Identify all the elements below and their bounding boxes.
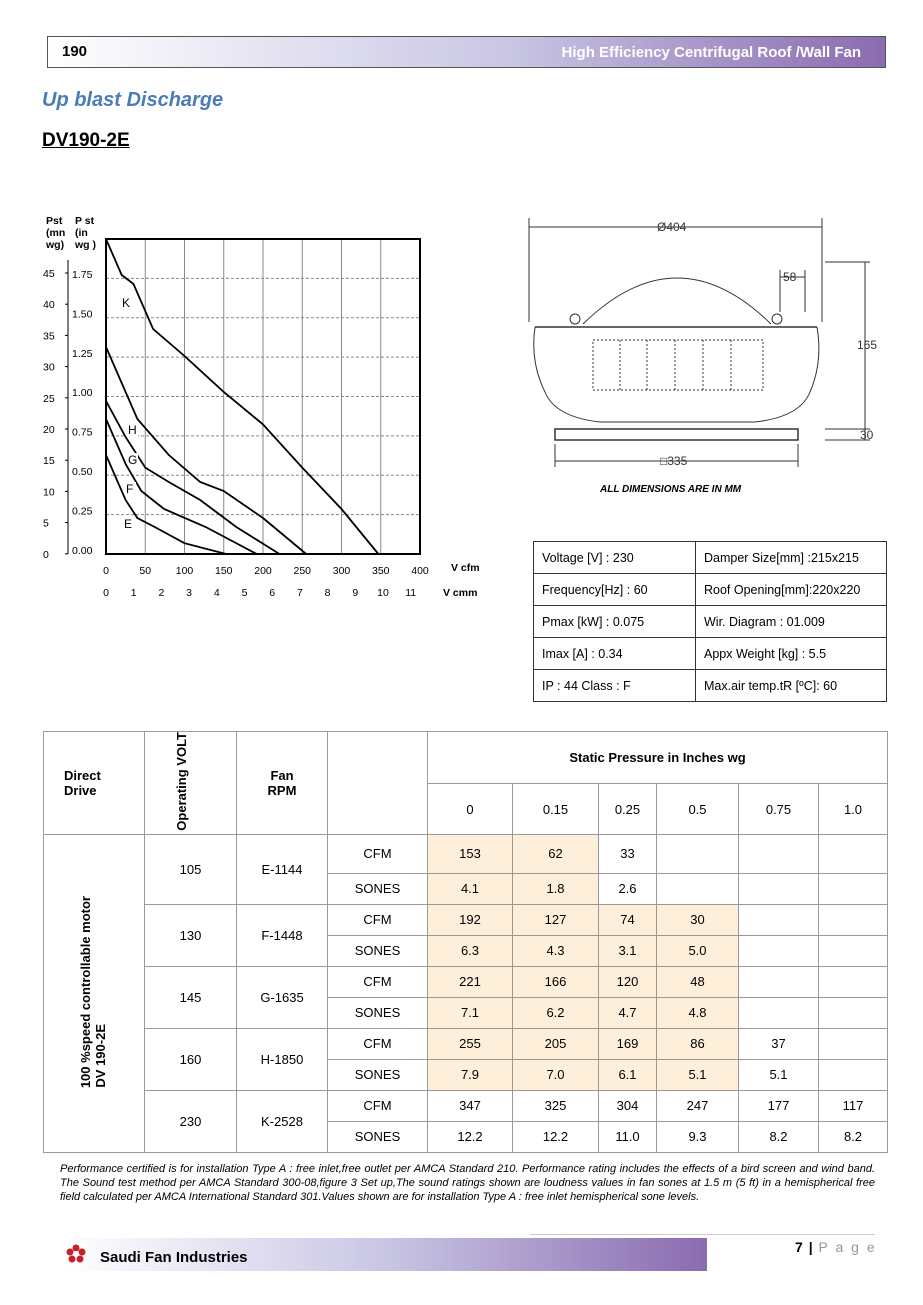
cfm-value: 192 bbox=[428, 904, 513, 935]
sones-value bbox=[739, 873, 819, 904]
cfm-tick-label: 350 bbox=[371, 565, 390, 577]
cfm-tick-label: 400 bbox=[411, 565, 429, 577]
cmm-tick-label: 11 bbox=[405, 587, 417, 599]
cfm-value: 205 bbox=[513, 1028, 599, 1059]
volt-header: Operating VOLT bbox=[145, 732, 237, 835]
sones-value bbox=[819, 935, 888, 966]
sones-value bbox=[657, 873, 739, 904]
sones-value: 5.0 bbox=[657, 935, 739, 966]
model-side-label bbox=[44, 834, 145, 1152]
spec-cell: Damper Size[mm] :215x215 bbox=[696, 542, 887, 574]
cfm-tick-label: 200 bbox=[254, 565, 272, 577]
cfm-value bbox=[819, 834, 888, 873]
spec-row bbox=[534, 542, 887, 574]
spec-cell: Max.air temp.tR [ºC]: 60 bbox=[696, 670, 887, 702]
unit-header bbox=[328, 732, 428, 835]
rpm-cell: H-1850 bbox=[237, 1028, 328, 1090]
cmm-tick-label: 7 bbox=[296, 587, 303, 599]
spec-cell: Wir. Diagram : 01.009 bbox=[696, 606, 887, 638]
mm-tick-label: 45 bbox=[43, 268, 55, 280]
spec-table bbox=[533, 541, 887, 702]
sones-value bbox=[739, 997, 819, 1028]
company-name: Saudi Fan Industries bbox=[100, 1249, 248, 1266]
model-side-label-2: 100 %speed controllable motor bbox=[78, 895, 93, 1088]
cmm-tick-label: 3 bbox=[186, 587, 193, 599]
cmm-tick-label: 0 bbox=[103, 587, 109, 599]
cmm-axis-label: V cmm bbox=[443, 587, 478, 599]
cfm-tick-label: 0 bbox=[103, 565, 109, 577]
sones-label: SONES bbox=[328, 997, 428, 1028]
section-subtitle: Up blast Discharge bbox=[42, 89, 224, 111]
curve-label-h: H bbox=[128, 423, 137, 437]
mm-tick-label: 25 bbox=[43, 392, 55, 405]
sones-label: SONES bbox=[328, 1121, 428, 1152]
cfm-value: 117 bbox=[819, 1090, 888, 1121]
dimensions-note: ALL DIMENSIONS ARE IN MM bbox=[600, 484, 742, 495]
sones-value: 6.3 bbox=[428, 935, 513, 966]
cfm-label: CFM bbox=[328, 1090, 428, 1121]
volt-cell: 160 bbox=[145, 1028, 237, 1090]
fan-dimension-drawing bbox=[525, 212, 885, 472]
mm-axis-label: Pst bbox=[46, 215, 63, 227]
performance-table bbox=[43, 731, 888, 1153]
model-side-label-1: DV 190-2E bbox=[93, 1024, 108, 1088]
cfm-value bbox=[657, 834, 739, 873]
sones-value: 12.2 bbox=[428, 1121, 513, 1152]
cmm-tick-label: 2 bbox=[158, 587, 165, 599]
in-axis-label: (in bbox=[75, 227, 88, 239]
sones-value: 12.2 bbox=[513, 1121, 599, 1152]
mm-tick-label: 35 bbox=[43, 330, 55, 343]
cfm-value bbox=[819, 904, 888, 935]
static-pressure-header: Static Pressure in Inches wg bbox=[428, 732, 888, 784]
curve-label-e: E bbox=[124, 517, 133, 531]
table-row bbox=[44, 966, 888, 997]
rpm-cell: G-1635 bbox=[237, 966, 328, 1028]
catalog-number: 190 bbox=[62, 43, 88, 60]
rpm-cell: K-2528 bbox=[237, 1090, 328, 1152]
in-tick-label: 0.50 bbox=[72, 466, 93, 478]
cfm-value: 221 bbox=[428, 966, 513, 997]
sones-value bbox=[739, 935, 819, 966]
sones-value bbox=[819, 873, 888, 904]
sones-value: 8.2 bbox=[739, 1121, 819, 1152]
mm-tick-label: 15 bbox=[43, 455, 55, 468]
spec-row bbox=[534, 574, 887, 606]
sones-value: 7.9 bbox=[428, 1059, 513, 1090]
in-axis-label: wg ) bbox=[75, 239, 96, 251]
company-logo-icon bbox=[66, 1244, 86, 1264]
curve-h bbox=[106, 347, 306, 554]
spec-row bbox=[534, 638, 887, 670]
table-row bbox=[44, 1028, 888, 1059]
cmm-tick-label: 4 bbox=[213, 587, 220, 599]
cfm-value: 48 bbox=[657, 966, 739, 997]
sones-value: 4.7 bbox=[599, 997, 657, 1028]
mm-axis-label: (mn bbox=[46, 227, 66, 239]
direct-drive-header: Direct Drive bbox=[44, 732, 145, 835]
cfm-label: CFM bbox=[328, 966, 428, 997]
page-header bbox=[47, 36, 886, 68]
sones-value: 5.1 bbox=[739, 1059, 819, 1090]
sones-value: 4.1 bbox=[428, 873, 513, 904]
cfm-value: 166 bbox=[513, 966, 599, 997]
cfm-axis-label: V cfm bbox=[451, 562, 480, 574]
volt-cell: 145 bbox=[145, 966, 237, 1028]
spec-row bbox=[534, 606, 887, 638]
header-title: High Efficiency Centrifugal Roof /Wall Fan bbox=[561, 44, 861, 61]
performance-chart bbox=[40, 210, 500, 605]
mm-tick-label: 30 bbox=[43, 361, 55, 374]
sones-label: SONES bbox=[328, 1059, 428, 1090]
sones-value: 3.1 bbox=[599, 935, 657, 966]
in-tick-label: 1.25 bbox=[72, 347, 93, 360]
cfm-value: 86 bbox=[657, 1028, 739, 1059]
spec-cell: IP : 44 Class : F bbox=[534, 670, 696, 702]
mm-tick-label: 40 bbox=[43, 299, 55, 312]
cfm-value: 37 bbox=[739, 1028, 819, 1059]
table-row bbox=[44, 904, 888, 935]
cfm-value: 30 bbox=[657, 904, 739, 935]
spec-cell: Voltage [V] : 230 bbox=[534, 542, 696, 574]
volt-cell: 130 bbox=[145, 904, 237, 966]
cfm-value bbox=[739, 966, 819, 997]
sones-value: 6.2 bbox=[513, 997, 599, 1028]
cfm-value bbox=[819, 1028, 888, 1059]
cfm-value bbox=[739, 904, 819, 935]
cfm-label: CFM bbox=[328, 1028, 428, 1059]
spec-cell: Imax [A] : 0.34 bbox=[534, 638, 696, 670]
cfm-value: 62 bbox=[513, 834, 599, 873]
page-number-rule bbox=[530, 1234, 875, 1235]
in-axis-label: P st bbox=[75, 215, 95, 227]
cfm-value: 153 bbox=[428, 834, 513, 873]
cfm-value: 255 bbox=[428, 1028, 513, 1059]
in-tick-label: 1.50 bbox=[72, 308, 93, 321]
rpm-cell: E-1144 bbox=[237, 834, 328, 904]
cmm-tick-label: 5 bbox=[241, 587, 248, 599]
dim-335: □335 bbox=[660, 454, 688, 468]
sp-column-header: 0.15 bbox=[513, 784, 599, 834]
in-tick-label: 1.00 bbox=[72, 387, 93, 400]
cfm-tick-label: 150 bbox=[214, 565, 233, 577]
sones-value: 5.1 bbox=[657, 1059, 739, 1090]
page-number: 7 | P a g e bbox=[795, 1239, 877, 1255]
dim-165: 165 bbox=[857, 338, 878, 352]
sones-label: SONES bbox=[328, 935, 428, 966]
cfm-value: 304 bbox=[599, 1090, 657, 1121]
rpm-cell: F-1448 bbox=[237, 904, 328, 966]
cfm-value: 127 bbox=[513, 904, 599, 935]
in-tick-label: 0.25 bbox=[72, 505, 93, 518]
spec-row bbox=[534, 670, 887, 702]
spec-cell: Pmax [kW] : 0.075 bbox=[534, 606, 696, 638]
cfm-value: 169 bbox=[599, 1028, 657, 1059]
cfm-tick-label: 300 bbox=[332, 565, 351, 577]
sones-value: 11.0 bbox=[599, 1121, 657, 1152]
sones-value: 2.6 bbox=[599, 873, 657, 904]
cfm-value: 33 bbox=[599, 834, 657, 873]
cfm-tick-label: 50 bbox=[139, 565, 152, 577]
sones-value: 9.3 bbox=[657, 1121, 739, 1152]
model-title: DV190-2E bbox=[42, 130, 130, 151]
mm-tick-label: 0 bbox=[43, 548, 49, 561]
sp-column-header: 1.0 bbox=[819, 784, 888, 834]
curve-e bbox=[106, 455, 226, 554]
mm-tick-label: 10 bbox=[43, 486, 55, 499]
cmm-tick-label: 8 bbox=[324, 587, 331, 599]
spec-cell: Frequency[Hz] : 60 bbox=[534, 574, 696, 606]
in-tick-label: 1.75 bbox=[72, 269, 93, 281]
in-tick-label: 0.00 bbox=[72, 544, 93, 557]
curve-label-f: F bbox=[126, 482, 134, 496]
mm-tick-label: 5 bbox=[43, 517, 49, 530]
cfm-label: CFM bbox=[328, 834, 428, 873]
volt-cell: 105 bbox=[145, 834, 237, 904]
dim-30: 30 bbox=[860, 428, 874, 442]
sp-column-header: 0 bbox=[428, 784, 513, 834]
cmm-tick-label: 9 bbox=[352, 587, 359, 599]
cfm-value: 177 bbox=[739, 1090, 819, 1121]
curve-label-k: K bbox=[122, 296, 131, 310]
cfm-value: 74 bbox=[599, 904, 657, 935]
volt-cell: 230 bbox=[145, 1090, 237, 1152]
sones-value bbox=[819, 1059, 888, 1090]
cfm-value: 120 bbox=[599, 966, 657, 997]
sones-value: 7.1 bbox=[428, 997, 513, 1028]
sp-column-header: 0.25 bbox=[599, 784, 657, 834]
cfm-value: 325 bbox=[513, 1090, 599, 1121]
sones-label: SONES bbox=[328, 873, 428, 904]
sones-value: 6.1 bbox=[599, 1059, 657, 1090]
cmm-tick-label: 1 bbox=[130, 587, 137, 599]
cfm-label: CFM bbox=[328, 904, 428, 935]
sones-value: 8.2 bbox=[819, 1121, 888, 1152]
sones-value bbox=[819, 997, 888, 1028]
rpm-header: Fan RPM bbox=[237, 732, 328, 835]
sones-value: 4.3 bbox=[513, 935, 599, 966]
in-tick-label: 0.75 bbox=[72, 426, 93, 439]
sones-value: 1.8 bbox=[513, 873, 599, 904]
cfm-value bbox=[819, 966, 888, 997]
spec-cell: Roof Opening[mm]:220x220 bbox=[696, 574, 887, 606]
sp-column-header: 0.75 bbox=[739, 784, 819, 834]
sones-value: 7.0 bbox=[513, 1059, 599, 1090]
cmm-tick-label: 10 bbox=[377, 587, 389, 599]
dim-58: 58 bbox=[783, 270, 797, 284]
sones-value: 4.8 bbox=[657, 997, 739, 1028]
dim-404: Ø404 bbox=[657, 220, 687, 234]
cfm-value bbox=[739, 834, 819, 873]
table-row bbox=[44, 1090, 888, 1121]
spec-cell: Appx Weight [kg] : 5.5 bbox=[696, 638, 887, 670]
cfm-value: 347 bbox=[428, 1090, 513, 1121]
cfm-value: 247 bbox=[657, 1090, 739, 1121]
cmm-tick-label: 6 bbox=[269, 587, 276, 599]
curve-label-g: G bbox=[128, 453, 138, 467]
mm-tick-label: 20 bbox=[43, 424, 55, 436]
mm-axis-label: wg) bbox=[46, 239, 65, 251]
table-row bbox=[44, 834, 888, 873]
cfm-tick-label: 100 bbox=[175, 565, 194, 577]
cfm-tick-label: 250 bbox=[293, 565, 312, 577]
footnote: Performance certified is for installation Type A : free inlet,free outlet per AMCA Standard 210. Performance rating includes the effects of a bird screen and wind band. The Sound test method per AMCA Standard 300-08,figure 3 Set up,The sound ratings shown are loudness values in fan sones at 1.5 m (5 ft) in a hemispherical free field calculated per AMCA International Standard 301.Values shown are for installation Type A : free inlet hemispherical sone levels. bbox=[60, 1163, 875, 1203]
sp-column-header: 0.5 bbox=[657, 784, 739, 834]
